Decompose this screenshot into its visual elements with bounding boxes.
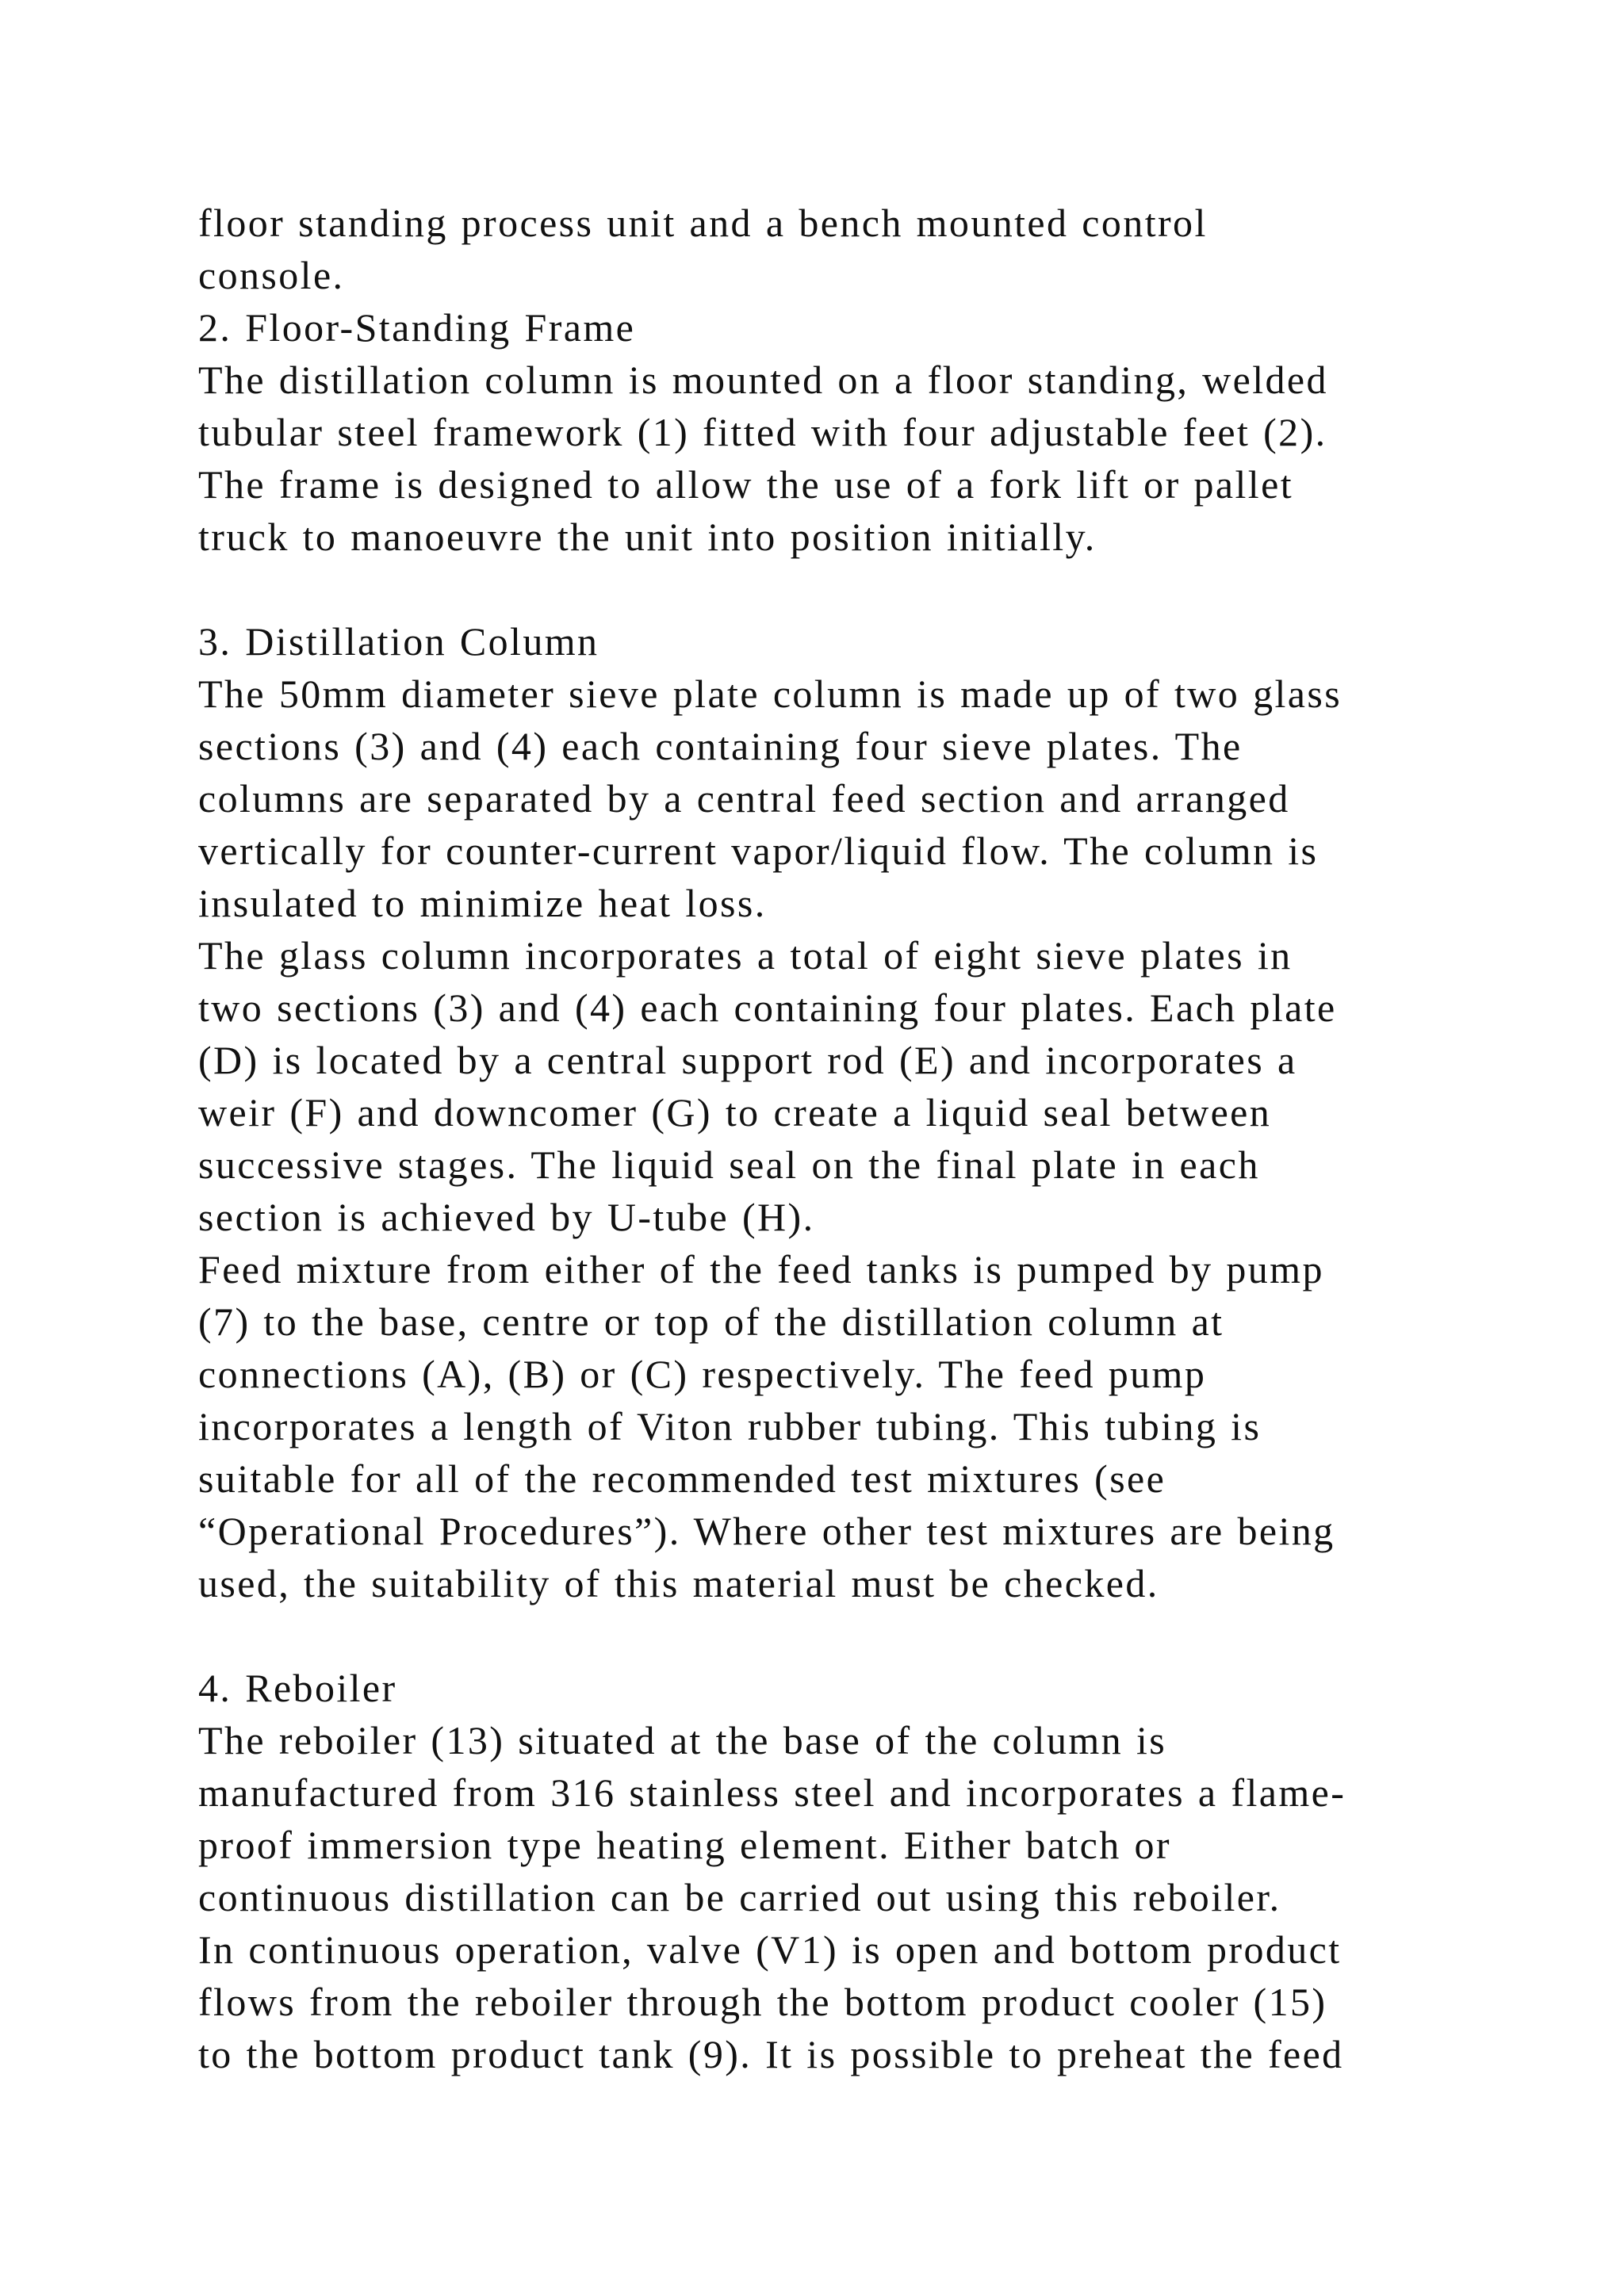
document-body — [198, 197, 1507, 2080]
text-line: manufactured from 316 stainless steel and incorporates a flame- — [198, 1770, 1346, 1815]
text-line: In continuous operation, valve (V1) is open and bottom product — [198, 1927, 1342, 1972]
text-line: flows from the reboiler through the bottom product cooler (15) — [198, 1980, 1327, 2024]
text-line: floor standing process unit and a bench mounted control — [198, 201, 1208, 245]
text-line: The glass column incorporates a total of eight sieve plates in — [198, 933, 1293, 978]
text-line: console. — [198, 253, 345, 297]
text-line: proof immersion type heating element. Either batch or — [198, 1823, 1171, 1867]
text-line: (D) is located by a central support rod (E) and incorporates a — [198, 1038, 1297, 1082]
section-heading: 2. Floor-Standing Frame — [198, 305, 636, 350]
text-line: (7) to the base, centre or top of the distillation column at — [198, 1299, 1224, 1344]
text-line: The distillation column is mounted on a floor standing, welded — [198, 358, 1328, 402]
text-line: The reboiler (13) situated at the base of the column is — [198, 1718, 1167, 1762]
text-line: vertically for counter-current vapor/liquid flow. The column is — [198, 828, 1319, 873]
text-line: The 50mm diameter sieve plate column is made up of two glass — [198, 672, 1342, 716]
text-line: to the bottom product tank (9). It is possible to preheat the feed — [198, 2032, 1344, 2076]
text-line: columns are separated by a central feed section and arranged — [198, 776, 1290, 821]
text-line: connections (A), (B) or (C) respectively. The feed pump — [198, 1352, 1207, 1396]
text-line: successive stages. The liquid seal on the final plate in each — [198, 1142, 1260, 1187]
text-line: used, the suitability of this material must be checked. — [198, 1561, 1159, 1605]
section-heading: 3. Distillation Column — [198, 619, 599, 664]
section-heading: 4. Reboiler — [198, 1666, 397, 1710]
blank-line — [198, 563, 1507, 615]
text-line: two sections (3) and (4) each containing four plates. Each plate — [198, 985, 1337, 1030]
text-line: tubular steel framework (1) fitted with four adjustable feet (2). — [198, 410, 1327, 454]
text-line: section is achieved by U-tube (H). — [198, 1195, 815, 1239]
blank-line — [198, 1609, 1507, 1662]
text-line: “Operational Procedures”). Where other test mixtures are being — [198, 1509, 1335, 1553]
text-line: continuous distillation can be carried out using this reboiler. — [198, 1875, 1281, 1919]
text-line: incorporates a length of Viton rubber tubing. This tubing is — [198, 1404, 1262, 1448]
text-line: sections (3) and (4) each containing four sieve plates. The — [198, 724, 1243, 768]
text-line: weir (F) and downcomer (G) to create a liquid seal between — [198, 1090, 1272, 1135]
text-line: truck to manoeuvre the unit into position initially. — [198, 515, 1097, 559]
text-line: Feed mixture from either of the feed tanks is pumped by pump — [198, 1247, 1324, 1292]
text-line: insulated to minimize heat loss. — [198, 881, 767, 925]
text-line: suitable for all of the recommended test mixtures (see — [198, 1456, 1166, 1501]
text-line: The frame is designed to allow the use of a fork lift or pallet — [198, 462, 1293, 507]
